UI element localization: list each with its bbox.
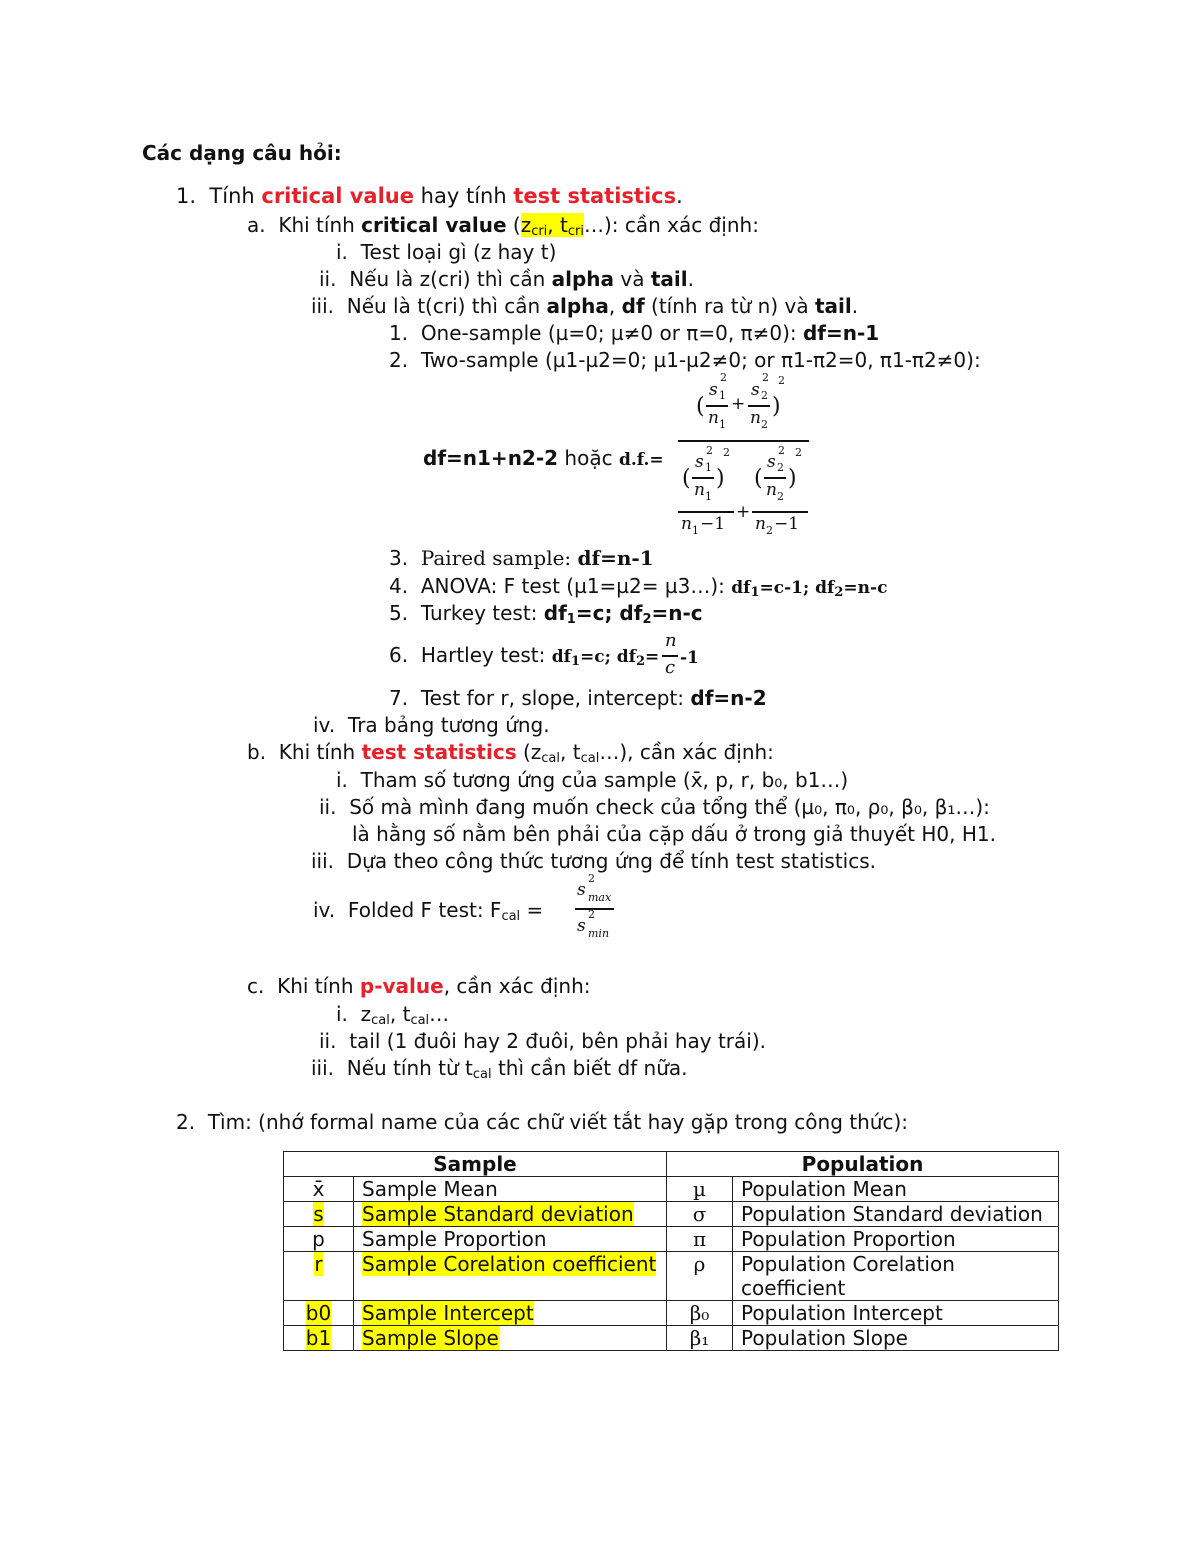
df: df — [543, 601, 567, 625]
table-row — [284, 1227, 1059, 1252]
exp: 2 — [762, 371, 769, 384]
sub: 1 — [719, 418, 726, 431]
roman-number: ii. — [319, 795, 337, 819]
sample-name-text: Sample Slope — [362, 1326, 499, 1350]
q1b-i — [336, 768, 848, 792]
text: Nếu là z(cri) thì cần — [349, 267, 552, 291]
paren: ( — [682, 466, 691, 491]
df-formula: df=n-1 — [577, 546, 654, 570]
sample-name-text: Sample Proportion — [362, 1227, 547, 1251]
paren: ) — [788, 466, 797, 491]
main-fraction-bar — [678, 440, 809, 442]
roman-number: ii. — [319, 1029, 337, 1053]
population-symbol — [667, 1301, 733, 1326]
text: Khi tính — [278, 740, 362, 764]
df: =n-c — [651, 601, 703, 625]
subscript: 1 — [750, 585, 760, 600]
n-symbol: n — [681, 514, 692, 534]
critical-value-bold: critical value — [361, 213, 507, 237]
notation-table — [283, 1151, 1059, 1351]
fraction-bar — [678, 511, 734, 513]
q1a-line — [247, 213, 759, 237]
population-name — [733, 1227, 1059, 1252]
sample-name — [354, 1301, 667, 1326]
exp: 2 — [778, 374, 785, 387]
population-name — [733, 1252, 1059, 1301]
plus: + — [736, 502, 751, 522]
s-symbol: s — [577, 880, 586, 900]
population-symbol-text: ρ — [693, 1252, 706, 1276]
population-symbol — [667, 1227, 733, 1252]
text: tail (1 đuôi hay 2 đuôi, bên phải hay trái). — [349, 1029, 766, 1053]
sample-symbol-text: s — [313, 1202, 324, 1226]
s-symbol: s — [751, 380, 760, 400]
bold: tail — [650, 267, 688, 291]
text: hay tính — [414, 184, 514, 208]
q1a-i — [336, 240, 556, 264]
population-name-text: Population Standard deviation — [741, 1202, 1043, 1226]
subscript: 2 — [834, 585, 844, 600]
header-sample: Sample — [284, 1152, 667, 1177]
sample-symbol-text: b0 — [305, 1301, 332, 1325]
population-name-text: Population Proportion — [741, 1227, 956, 1251]
list-number: 6. — [389, 643, 409, 667]
text: Dựa theo công thức tương ứng để tính test statistics. — [346, 849, 876, 873]
text: … — [429, 1002, 450, 1026]
paren: ) — [716, 466, 725, 491]
critical-value-term: critical value — [261, 184, 414, 208]
subscript: cal — [410, 1013, 430, 1028]
text: One-sample (µ=0; µ≠0 or π=0, π≠0): — [420, 321, 803, 345]
case-2 — [389, 348, 981, 372]
sample-symbol — [284, 1252, 354, 1301]
q1b-ii-cont: là hằng số nằm bên phải của cặp dấu ở trong giả thuyết H0, H1. — [352, 822, 996, 846]
population-name-text: Population Slope — [741, 1326, 908, 1350]
bold: alpha — [546, 294, 609, 318]
text: và — [614, 267, 651, 291]
roman-number: iv. — [313, 898, 336, 922]
text: Paired sample: — [420, 546, 578, 570]
t-symbol: , t — [389, 1002, 411, 1026]
sample-name-text: Sample Corelation coefficient — [362, 1252, 657, 1276]
subscript: cal — [472, 1067, 492, 1082]
sample-symbol-text: b1 — [305, 1326, 332, 1350]
n-symbol: n — [750, 408, 761, 428]
df-formula: df=n-1 — [802, 321, 880, 345]
q1b-line — [247, 740, 774, 764]
population-name-text: Population Corelation coefficient — [741, 1252, 955, 1300]
n-symbol: n — [665, 630, 677, 651]
z-symbol: z — [360, 1002, 372, 1026]
roman-number: iv. — [313, 713, 336, 737]
text: (tính ra từ n) và — [644, 294, 815, 318]
table-row — [284, 1301, 1059, 1326]
subscript: cal — [371, 1013, 390, 1028]
test-statistics-term: test statistics — [513, 184, 677, 208]
table-row — [284, 1326, 1059, 1351]
sample-name-text: Sample Mean — [362, 1177, 498, 1201]
s-symbol: s — [767, 452, 776, 472]
df-formula: df=n-2 — [690, 686, 767, 710]
text: Tính — [209, 184, 262, 208]
list-number: 4. — [389, 574, 409, 598]
text: …), cần xác định: — [599, 740, 774, 764]
table-row — [284, 1202, 1059, 1227]
fraction-bar — [748, 405, 770, 407]
plus: + — [731, 394, 746, 414]
text: Nếu tính từ t — [346, 1056, 473, 1080]
n-symbol: n — [694, 480, 705, 500]
sample-symbol — [284, 1177, 354, 1202]
t-symbol: , t — [547, 213, 568, 237]
text: Test loại gì (z hay t) — [360, 240, 557, 264]
roman-number: iii. — [311, 294, 335, 318]
q1c-ii — [319, 1029, 766, 1053]
subscript: 1 — [570, 654, 580, 669]
q1b-iii — [311, 849, 876, 873]
population-name-text: Population Mean — [741, 1177, 907, 1201]
population-name — [733, 1301, 1059, 1326]
fraction-bar — [692, 477, 714, 479]
case-3 — [389, 546, 654, 570]
sample-symbol-text: r — [314, 1252, 323, 1276]
text: Tham số tương ứng của sample (x̄, p, r, b₀, b1…) — [360, 768, 849, 792]
subscript: cal — [541, 751, 561, 766]
q1b-ii — [319, 795, 990, 819]
population-symbol — [667, 1252, 733, 1301]
n-symbol: n — [766, 480, 777, 500]
q1c-i — [336, 1002, 449, 1026]
sub: 1 — [705, 490, 712, 503]
text: . — [676, 184, 683, 208]
sub: 1 — [719, 389, 726, 402]
exp: 2 — [706, 444, 713, 457]
n-symbol: n — [708, 408, 719, 428]
text: Tra bảng tương ứng. — [347, 713, 550, 737]
population-name — [733, 1202, 1059, 1227]
q1c-iii — [311, 1056, 688, 1080]
text: . — [687, 267, 694, 291]
population-symbol — [667, 1177, 733, 1202]
sample-name-text: Sample Standard deviation — [362, 1202, 634, 1226]
s-symbol: s — [709, 380, 718, 400]
list-letter: b. — [247, 740, 267, 764]
population-name — [733, 1177, 1059, 1202]
sample-symbol — [284, 1301, 354, 1326]
p-value-term: p-value — [359, 974, 444, 998]
subscript: cri — [531, 224, 548, 239]
case-4 — [389, 574, 887, 600]
bold: df — [621, 294, 645, 318]
fraction-bar — [752, 511, 808, 513]
list-number: 1. — [389, 321, 409, 345]
sub: 2 — [761, 418, 768, 431]
z-symbol: z — [520, 213, 532, 237]
population-symbol-text: β₀ — [689, 1301, 710, 1325]
df: df — [551, 647, 571, 667]
population-symbol-text: β₁ — [689, 1326, 710, 1350]
text: , — [608, 294, 622, 318]
text: Số mà mình đang muốn check của tổng thể (µ₀, π₀, ρ₀, β₀, β₁…): — [349, 795, 990, 819]
s-symbol: s — [695, 452, 704, 472]
table-row — [284, 1177, 1059, 1202]
sample-symbol-text: x̄ — [312, 1177, 325, 1201]
text: Turkey test: — [420, 601, 544, 625]
n-symbol: n — [755, 514, 766, 534]
df-label: d.f.= — [618, 450, 664, 470]
q1a-ii — [319, 267, 694, 291]
sample-name — [354, 1177, 667, 1202]
sub: 2 — [766, 524, 773, 537]
sub: 2 — [761, 389, 768, 402]
sample-symbol-text: p — [312, 1227, 325, 1251]
header-population: Population — [667, 1152, 1059, 1177]
text: Two-sample (µ1-µ2=0; µ1-µ2≠0; or π1-π2=0, π1-π2≠0): — [420, 348, 981, 372]
roman-number: i. — [336, 240, 348, 264]
sub: 2 — [777, 490, 784, 503]
paren: ) — [772, 394, 781, 419]
df: =n-c — [843, 578, 888, 598]
population-symbol-text: µ — [693, 1177, 707, 1201]
df: =c; df — [579, 647, 636, 667]
minus-one: −1 — [774, 514, 800, 534]
paren: ( — [754, 466, 763, 491]
subscript: cri — [567, 224, 584, 239]
sample-name — [354, 1227, 667, 1252]
df-welch-line — [423, 446, 664, 472]
q1a-iv — [313, 713, 550, 737]
sample-name-text: Sample Intercept — [362, 1301, 534, 1325]
list-letter: c. — [247, 974, 265, 998]
list-number: 2. — [389, 348, 409, 372]
fraction-bar — [764, 477, 786, 479]
text: Nếu là t(cri) thì cần — [346, 294, 547, 318]
population-symbol-text: σ — [692, 1202, 707, 1226]
text: (z — [516, 740, 542, 764]
list-number: 5. — [389, 601, 409, 625]
text: . — [851, 294, 859, 318]
sub: 1 — [692, 524, 699, 537]
df: = — [645, 647, 660, 667]
sample-name — [354, 1202, 667, 1227]
q1-line — [176, 184, 683, 208]
population-name — [733, 1326, 1059, 1351]
case-7 — [389, 686, 767, 710]
sample-name — [354, 1252, 667, 1301]
text: Hartley test: — [420, 643, 552, 667]
sample-symbol — [284, 1227, 354, 1252]
roman-number: iii. — [311, 1056, 335, 1080]
df: df — [731, 578, 751, 598]
sub: 1 — [705, 461, 712, 474]
q2-line — [176, 1110, 908, 1134]
list-number: 3. — [389, 546, 409, 570]
sample-symbol — [284, 1202, 354, 1227]
paren: ( — [696, 394, 705, 419]
text: Folded F test: F — [347, 898, 502, 922]
minus-one: −1 — [700, 514, 726, 534]
df-pooled: df=n1+n2-2 — [423, 446, 559, 470]
subscript: cal — [501, 909, 521, 924]
c-symbol: c — [665, 657, 676, 678]
exp: 2 — [588, 872, 595, 885]
minus-one: -1 — [680, 648, 699, 668]
sub: 2 — [777, 461, 784, 474]
text: …): cần xác định: — [583, 213, 759, 237]
text: Khi tính — [278, 213, 362, 237]
exp: 2 — [795, 446, 802, 459]
text: ( — [506, 213, 521, 237]
df: =c-1; df — [759, 578, 835, 598]
exp: 2 — [588, 908, 595, 921]
case-5 — [389, 601, 703, 625]
text: thì cần biết df nữa. — [491, 1056, 688, 1080]
subscript: cal — [580, 751, 600, 766]
text: ANOVA: F test (µ1=µ2= µ3…): — [420, 574, 732, 598]
equals: = — [520, 898, 544, 922]
q1a-iii — [311, 294, 858, 318]
population-symbol — [667, 1202, 733, 1227]
text: Khi tính — [277, 974, 360, 998]
exp: 2 — [723, 446, 730, 459]
subscript: 1 — [566, 612, 576, 627]
case-1 — [389, 321, 879, 345]
bold: alpha — [551, 267, 615, 291]
sub-min: min — [588, 927, 610, 940]
q1c-line — [247, 974, 591, 998]
subscript: 2 — [642, 612, 652, 627]
df: =c; df — [575, 601, 643, 625]
exp: 2 — [720, 371, 727, 384]
sample-name — [354, 1326, 667, 1351]
roman-number: i. — [336, 1002, 348, 1026]
sample-symbol — [284, 1326, 354, 1351]
q1b-iv — [313, 898, 543, 922]
text: hoặc — [558, 446, 619, 470]
list-number: 2. — [176, 1110, 196, 1134]
t-symbol: , t — [560, 740, 581, 764]
fraction-bar — [706, 405, 728, 407]
bold: tail — [814, 294, 852, 318]
roman-number: i. — [336, 768, 348, 792]
page-heading: Các dạng câu hỏi: — [142, 141, 342, 165]
s-symbol: s — [577, 916, 586, 936]
list-number: 7. — [389, 686, 409, 710]
exp: 2 — [778, 444, 785, 457]
text: Test for r, slope, intercept: — [420, 686, 691, 710]
sub-max: max — [588, 891, 612, 904]
case-6 — [389, 643, 659, 669]
population-name-text: Population Intercept — [741, 1301, 943, 1325]
text: Tìm: (nhớ formal name của các chữ viết tắt hay gặp trong công thức): — [207, 1110, 908, 1134]
roman-number: iii. — [311, 849, 335, 873]
subscript: 2 — [635, 654, 646, 669]
table-row — [284, 1252, 1059, 1301]
population-symbol — [667, 1326, 733, 1351]
test-statistics-term: test statistics — [361, 740, 517, 764]
table-header-row — [284, 1152, 1059, 1177]
population-symbol-text: π — [692, 1227, 707, 1251]
text: , cần xác định: — [443, 974, 591, 998]
list-number: 1. — [176, 184, 197, 208]
list-letter: a. — [247, 213, 266, 237]
roman-number: ii. — [319, 267, 337, 291]
